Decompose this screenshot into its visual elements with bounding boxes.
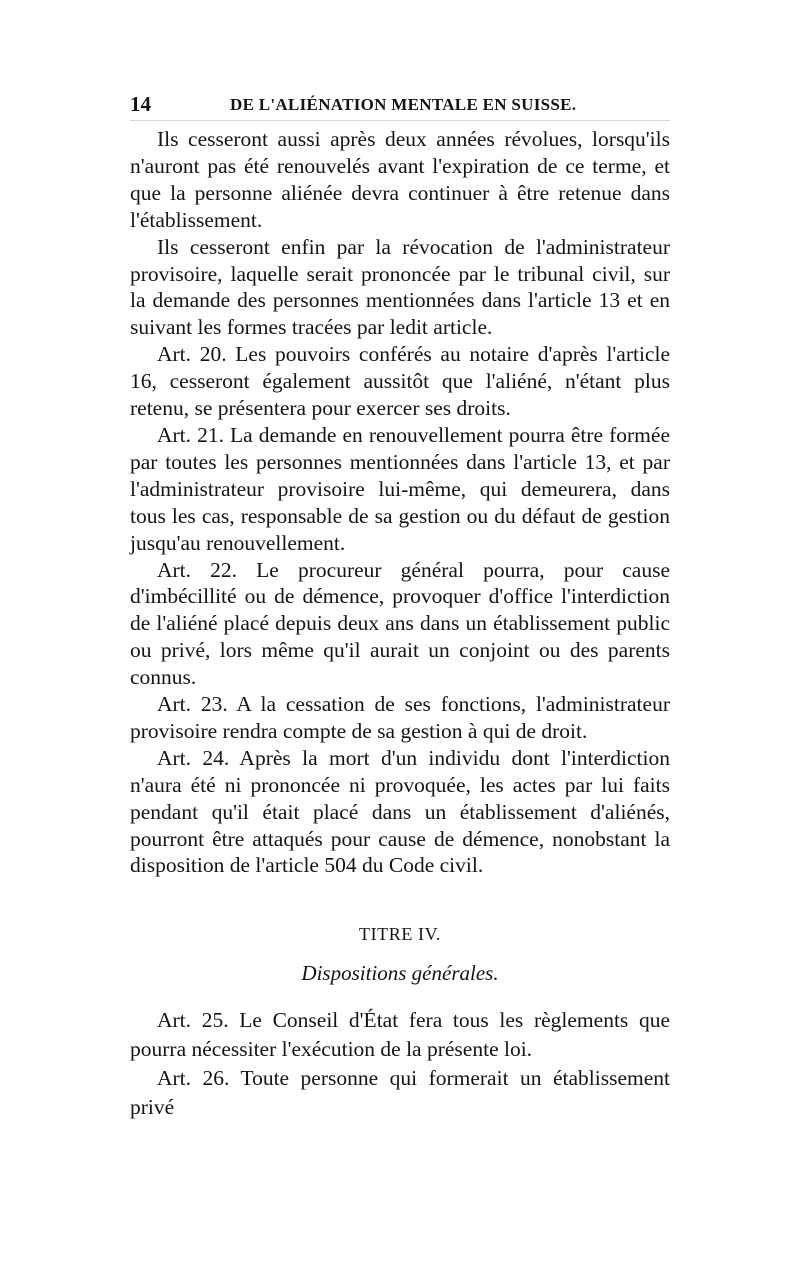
article-20: Art. 20. Les pouvoirs conférés au notaire d'après l'article 16, cesseront également aussitôt que l'aliéné, n'étant plus retenu, se présentera pour exercer ses droits.: [130, 342, 670, 421]
article-22: Art. 22. Le procureur général pourra, pour cause d'imbécillité ou de démence, provoquer d'office l'interdiction de l'aliéné placé depuis deux ans dans un établissement public ou privé, lors même qu'il aurait un conjoint ou des parents connus.: [130, 557, 670, 690]
article-26: Art. 26. Toute personne qui formerait un établissement privé: [130, 1066, 670, 1119]
running-head: [130, 92, 670, 122]
section-text: [130, 1006, 670, 1122]
section-title: TITRE IV.: [358, 924, 442, 944]
paragraph-expiration: Ils cesseront aussi après deux années révolues, lorsqu'ils n'auront pas été renouvelés avant l'expiration de ce terme, et que la personne aliénée devra continuer à être retenue dans l'établissement.: [130, 127, 670, 232]
main-text: [130, 126, 670, 879]
article-23: Art. 23. A la cessation de ses fonctions, l'administrateur provisoire rendra compte de sa gestion à qui de droit.: [130, 692, 670, 743]
article-24: Art. 24. Après la mort d'un individu dont l'interdiction n'aura été ni prononcée ni provoquée, les actes par lui faits pendant qu'il était placé dans un établissement d'aliénés, pourront être attaqués pour cause de démence, nonobstant la disposition de l'article 504 du Code civil.: [130, 745, 670, 878]
page-number: 14: [130, 92, 151, 116]
article-21: Art. 21. La demande en renouvellement pourra être formée par toutes les personnes mentionnées dans l'article 13, et par l'administrateur provisoire lui-même, qui demeurera, dans tous les cas, responsable de sa gestion ou du défaut de gestion jusqu'au renouvellement.: [130, 422, 670, 555]
section-subtitle: Dispositions générales.: [301, 961, 499, 985]
header-rule: [130, 120, 670, 121]
paragraph-revocation: Ils cesseront enfin par la révocation de l'administrateur provisoire, laquelle serait prononcée par le tribunal civil, sur la demande des personnes mentionnées dans l'article 13 et en suivant les formes tracées par ledit article.: [130, 234, 670, 340]
article-25: Art. 25. Le Conseil d'État fera tous les règlements que pourra nécessiter l'exécution de la présente loi.: [130, 1008, 670, 1061]
running-title: DE L'ALIÉNATION MENTALE EN SUISSE.: [230, 95, 577, 114]
